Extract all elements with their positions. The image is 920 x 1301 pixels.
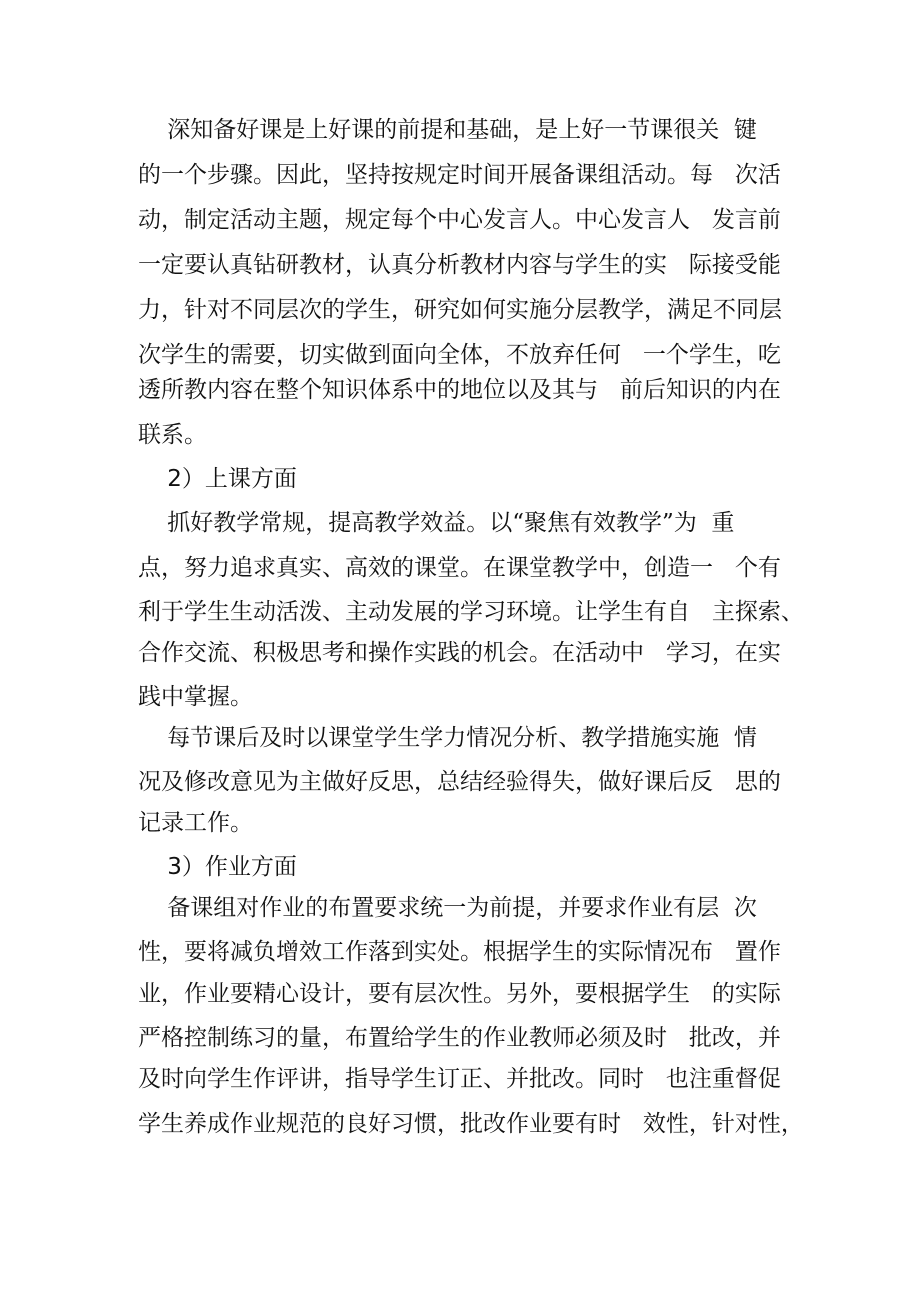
text-line: 性，要将减负增效工作落到实处。根据学生的实际情况布 置作: [138, 939, 781, 965]
text-line: 记录工作。: [138, 810, 253, 836]
text-line: 点，努力追求真实、高效的课堂。在课堂教学中，创造一 个有: [138, 555, 781, 581]
text-line: 学生养成作业规范的良好习惯，批改作业要有时 效性，针对性，: [138, 1111, 804, 1137]
section-heading: 3）作业方面: [138, 854, 297, 880]
text-line: 利于学生生动活泼、主动发展的学习环境。让学生有自 主探索、: [138, 599, 804, 625]
text-line: 次学生的需要，切实做到面向全体，不放弃任何 一个学生，吃: [138, 342, 781, 368]
text-line: 况及修改意见为主做好反思，总结经验得失，做好课后反 思的: [138, 769, 781, 795]
text-line: 一定要认真钻研教材，认真分析教材内容与学生的实 际接受能: [138, 252, 781, 278]
text-line: 每节课后及时以课堂学生学力情况分析、教学措施实施 情: [138, 725, 757, 751]
text-line: 业，作业要精心设计，要有层次性。另外，要根据学生 的实际: [138, 981, 781, 1007]
text-line: 备课组对作业的布置要求统一为前提，并要求作业有层 次: [138, 895, 757, 921]
text-line: 动，制定活动主题，规定每个中心发言人。中心发言人 发言前: [138, 207, 781, 233]
text-line: 的一个步骤。因此，坚持按规定时间开展备课组活动。每 次活: [138, 162, 781, 188]
text-line: 透所教内容在整个知识体系中的地位以及其与 前后知识的内在: [138, 377, 781, 403]
section-heading: 2）上课方面: [138, 466, 297, 492]
text-line: 深知备好课是上好课的前提和基础，是上好一节课很关 键: [138, 117, 757, 143]
text-line: 抓好教学常规，提高教学效益。以“聚焦有效教学”为 重: [138, 510, 735, 536]
text-line: 联系。: [138, 422, 207, 448]
text-line: 严格控制练习的量，布置给学生的作业教师必须及时 批改，并: [138, 1025, 781, 1051]
text-line: 践中掌握。: [138, 684, 253, 710]
text-line: 合作交流、积极思考和操作实践的机会。在活动中 学习，在实: [138, 640, 781, 666]
text-line: 及时向学生作评讲，指导学生订正、并批改。同时 也注重督促: [138, 1066, 781, 1092]
text-line: 力，针对不同层次的学生，研究如何实施分层教学，满足不同层: [138, 297, 782, 323]
